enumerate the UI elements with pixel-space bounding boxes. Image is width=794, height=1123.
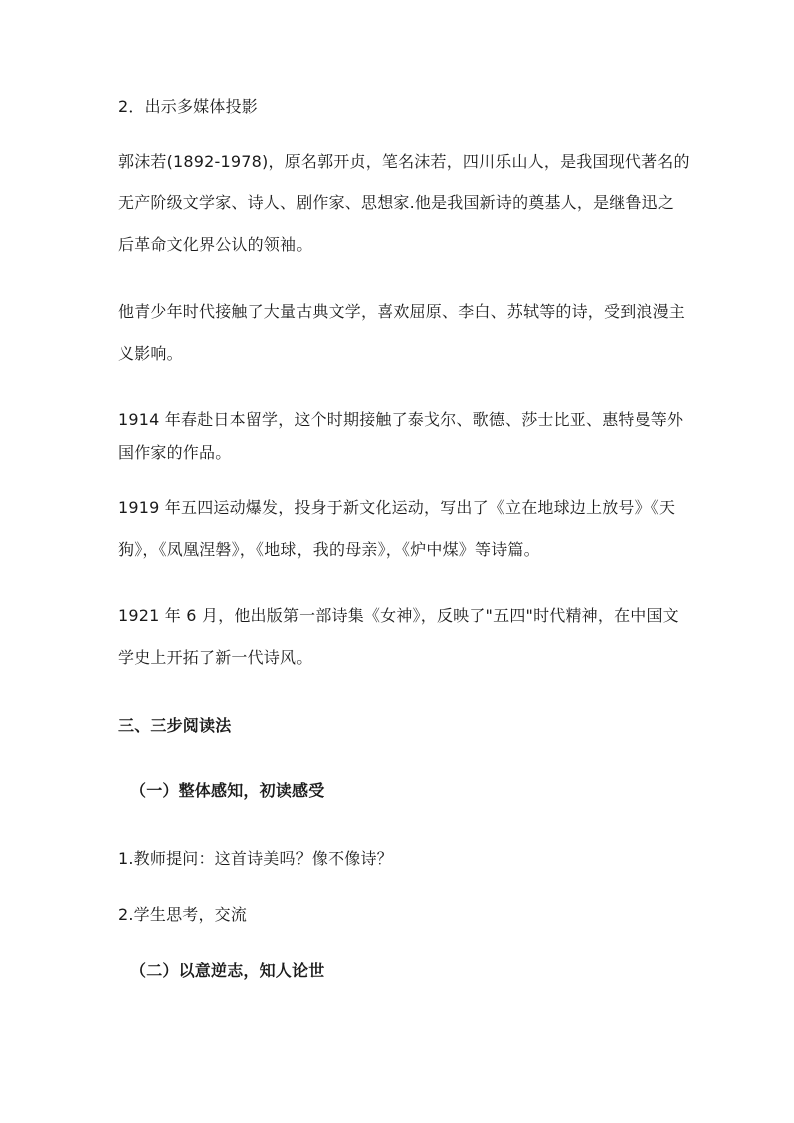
teacher-question: 1.教师提问：这首诗美吗？像不像诗？	[118, 849, 393, 868]
goddess-line-2: 学史上开拓了新一代诗风。	[118, 648, 313, 667]
bio-line-2: 无产阶级文学家、诗人、剧作家、思想家.他是我国新诗的奠基人，是继鲁迅之	[118, 193, 675, 212]
japan-line-1: 1914 年春赴日本留学，这个时期接触了泰戈尔、歌德、莎士比亚、惠特曼等外	[118, 410, 684, 429]
subsection-two-heading: （二）以意逆志，知人论世	[130, 961, 325, 980]
may-fourth-line-2: 狗》，《凤凰涅磐》，《地球，我的母亲》，《炉中煤》等诗篇。	[118, 540, 540, 559]
japan-line-2: 国作家的作品。	[118, 443, 232, 462]
goddess-line-1: 1921 年 6 月，他出版第一部诗集《女神》，反映了"五四"时代精神，在中国文	[118, 606, 679, 625]
section-three-heading: 三、三步阅读法	[118, 716, 232, 735]
bio-line-1: 郭沫若(1892-1978)，原名郭开贞，笔名沫若，四川乐山人，是我国现代著名的	[118, 152, 690, 171]
youth-line-1: 他青少年时代接触了大量古典文学，喜欢屈原、李白、苏轼等的诗，受到浪漫主	[118, 302, 686, 321]
student-activity: 2.学生思考，交流	[118, 905, 248, 924]
subsection-one-heading: （一）整体感知，初读感受	[130, 781, 325, 800]
may-fourth-line-1: 1919 年五四运动爆发，投身于新文化运动，写出了《立在地球边上放号》《天	[118, 498, 676, 517]
heading-multimedia: 2．出示多媒体投影	[118, 97, 258, 116]
youth-line-2: 义影响。	[118, 344, 183, 363]
bio-line-3: 后革命文化界公认的领袖。	[118, 235, 313, 254]
